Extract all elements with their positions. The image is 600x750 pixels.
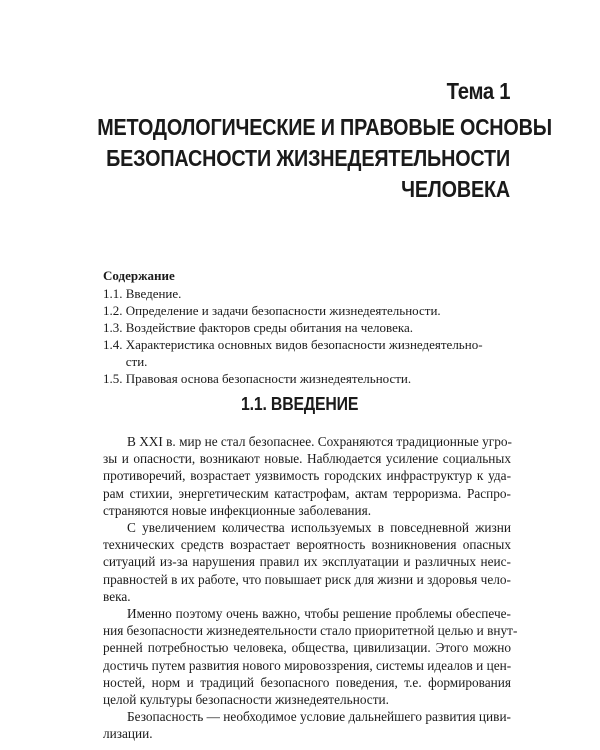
text-line: В XXI в. мир не стал безопаснее. Сохраняются традиционные угро- [127, 434, 512, 449]
toc-item-number: 1.2. [103, 303, 123, 318]
toc-item-text: Определение и задачи безопасности жизнедеятельности. [125, 303, 441, 318]
text-line: противоречий, возрастает уязвимость городских инфраструктур к уда- [103, 468, 511, 484]
chapter-title-line: МЕТОДОЛОГИЧЕСКИЕ И ПРАВОВЫЕ ОСНОВЫ [97, 114, 552, 140]
toc-item-number: 1.4. [103, 337, 123, 352]
text-line: лизации. [103, 726, 153, 742]
chapter-title-line: БЕЗОПАСНОСТИ ЖИЗНЕДЕЯТЕЛЬНОСТИ [106, 145, 511, 171]
paragraph [103, 433, 511, 519]
table-of-contents [103, 267, 513, 387]
chapter-title [97, 112, 552, 205]
toc-item-text: Правовая основа безопасности жизнедеятельности. [125, 371, 412, 386]
section-heading-text: 1.1. ВВЕДЕНИЕ [241, 394, 359, 414]
contents-heading: Содержание [103, 268, 175, 283]
text-line: С увеличением количества используемых в повседневной жизни [127, 520, 511, 536]
toc-item-number: 1.3. [103, 320, 123, 335]
topic-label: Тема 1 [446, 78, 510, 104]
text-line: технических средств возрастает вероятность возникновения опасных [103, 537, 511, 553]
paragraph [103, 519, 511, 605]
toc-item-text: Воздействие факторов среды обитания на человека. [125, 320, 414, 335]
text-line: страняются новые инфекционные заболевания. [103, 502, 372, 518]
paragraph [103, 605, 518, 708]
toc-item [103, 285, 513, 302]
text-line: целой культуры безопасности жизнедеятельности. [103, 692, 389, 708]
text-line: ренней потребностью человека, общества, цивилизации. Этого можно [103, 640, 511, 656]
text-line: века. [103, 588, 131, 604]
toc-item-text: Введение. [125, 286, 182, 301]
paragraph [103, 708, 511, 742]
text-line: ния безопасности жизнедеятельности стало приоритетной целью и внут- [103, 623, 518, 639]
text-line: правностей в их работе, что повышает риск для жизни и здоровья чело- [103, 571, 511, 587]
text-line: Именно поэтому очень важно, чтобы решение проблемы обеспече- [127, 606, 511, 622]
toc-item-text [126, 336, 513, 370]
text-line: достичь путем развития нового мировоззрения, системы идеалов и цен- [103, 657, 512, 673]
toc-item [103, 336, 513, 370]
chapter-title-line: ЧЕЛОВЕКА [401, 176, 510, 202]
toc-item-number: 1.5. [103, 371, 123, 386]
toc-item-text-continuation: сти. [125, 354, 148, 369]
text-line: Безопасность — необходимое условие дальнейшего развития циви- [127, 709, 511, 725]
text-line: ситуаций из-за нарушения правил их эксплуатации и различных неис- [103, 554, 511, 570]
toc-item [103, 319, 513, 336]
body-text [103, 433, 518, 743]
toc-item-number: 1.1. [103, 286, 123, 301]
section-heading [0, 394, 600, 415]
toc-item [103, 302, 513, 319]
toc-item [103, 370, 513, 387]
toc-item-text-line: Характеристика основных видов безопасности жизнедеятельно- [125, 337, 483, 352]
text-line: ностей, норм и традиций безопасного поведения, т.е. формирования [103, 674, 511, 690]
text-line: рам стихии, энергетическим катастрофам, актам терроризма. Распро- [103, 485, 511, 501]
text-line: зы и опасности, возникают новые. Наблюдается усиление социальных [103, 451, 511, 467]
